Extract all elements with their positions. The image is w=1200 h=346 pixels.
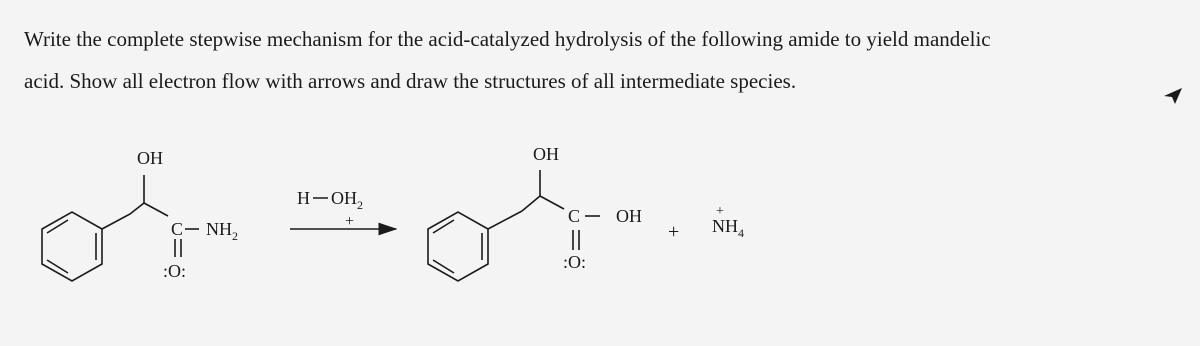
reactant-hydroxyl-label: OH: [137, 148, 163, 168]
reactant-carbon-label: C: [171, 219, 184, 239]
product-benzene-ring: [428, 212, 488, 281]
product-structure: [428, 144, 642, 281]
reagent-label: H: [297, 188, 310, 208]
product-hydroxyl-label: OH: [533, 144, 559, 164]
reactant-carbonyl-oxygen-label: :O:: [163, 261, 187, 281]
question-line-1: Write the complete stepwise mechanism for the acid-catalyzed hydrolysis of the following amide to yield mandelic: [24, 27, 991, 51]
reactant-amine-label: $NH_2$: [206, 219, 238, 243]
reaction-arrow-group: [290, 188, 396, 230]
mouse-pointer-icon: [1162, 86, 1184, 106]
reactant-bonds: [102, 175, 199, 257]
product-carbon-label: C: [568, 206, 581, 226]
product-bonds: [488, 170, 600, 250]
reactant-benzene-ring: [42, 212, 102, 281]
reagent-water-label: $OH_2$: [331, 188, 363, 212]
product-carbonyl-oxygen-label: :O:: [563, 252, 587, 272]
reactant-structure: [42, 148, 238, 281]
ammonium-charge: +: [716, 204, 724, 219]
reagent-charge: +: [345, 213, 355, 230]
question-line-2: acid. Show all electron flow with arrows and draw the structures of all intermediate species.: [24, 69, 797, 93]
product-acid-hydroxyl-label: OH: [616, 206, 642, 226]
ammonium-byproduct: [712, 204, 744, 240]
plus-sign: +: [668, 221, 680, 243]
ammonium-label: $NH_4$: [712, 216, 744, 240]
